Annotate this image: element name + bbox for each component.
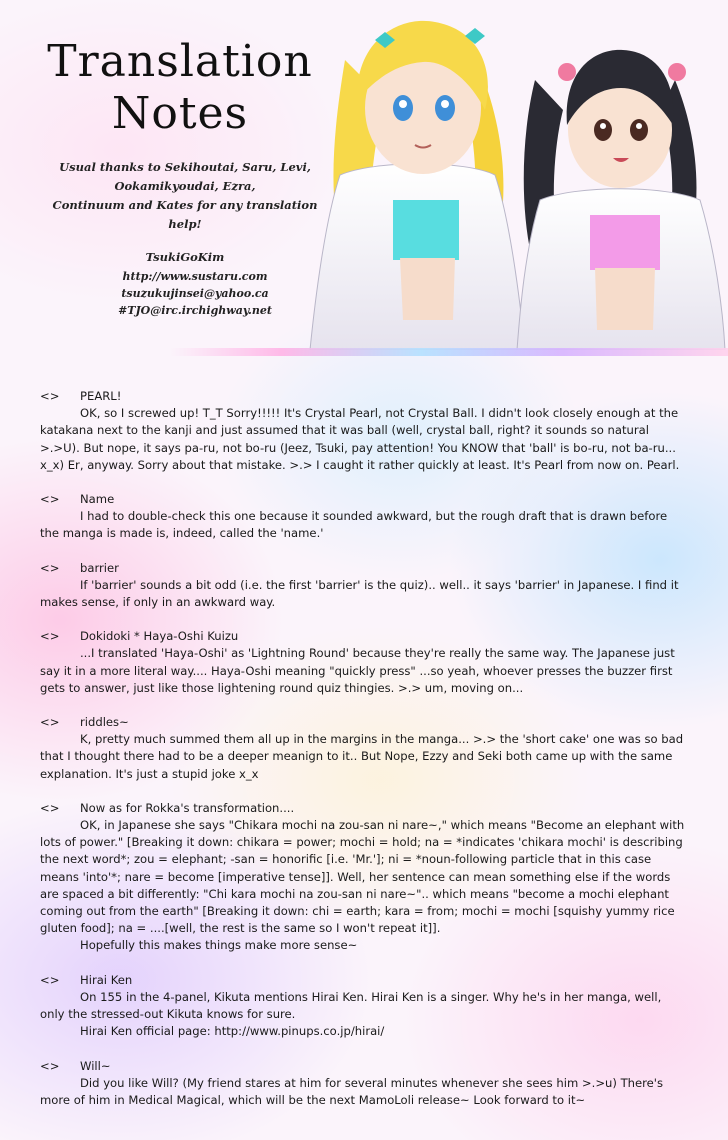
- note-title: Will~: [80, 1058, 111, 1073]
- credits-block: [40, 158, 330, 267]
- note-bullet: <>: [40, 715, 60, 730]
- page-title: [40, 36, 320, 140]
- note-heading: [40, 1058, 688, 1075]
- note-paragraph: OK, so I screwed up! T_T Sorry!!!!! It's Crystal Pearl, not Crystal Ball. I didn't look closely enough at the katakana next to the kanji and just assumed that it was ball (well, crystal ball, right? it sounds so natural >.>U). But nope, it says pa-ru, not bo-ru (Jeez, Tsuki, pay attention! You KNOW that 'ball' is bo-ru, not ba-ru... x_x) Er, anyway. Sorry about that mistake. >.> I caught it rather quickly at least. It's Pearl from now on. Pearl.: [40, 406, 680, 472]
- note-heading: [40, 628, 688, 645]
- note-bullet: <>: [40, 389, 60, 403]
- note-item: [40, 800, 688, 955]
- note-title: barrier: [80, 560, 119, 575]
- credits-spacer: [40, 234, 330, 248]
- note-item: [40, 560, 688, 612]
- note-paragraph: ...I translated 'Haya-Oshi' as 'Lightning Round' because they're really the same way. The Japanese just say it in a more literal way.... Haya-Oshi meaning "quickly press" ...so yeah, whoever presses the buzzer first gets to answer, just like those lightening round quiz thingies. >.> um, moving on...: [40, 646, 675, 695]
- note-item: [40, 388, 688, 474]
- note-item: [40, 628, 688, 697]
- contact-block: [95, 268, 295, 319]
- note-title: Dokidoki * Haya-Oshi Kuizu: [80, 629, 239, 644]
- note-title: Now as for Rokka's transformation....: [80, 800, 295, 815]
- note-heading: [40, 972, 688, 989]
- title-line-1: Translation: [47, 36, 313, 87]
- note-bullet: <>: [40, 972, 60, 987]
- illustration: [305, 0, 728, 350]
- note-title: Name: [80, 492, 115, 507]
- note-bullet: <>: [40, 1058, 60, 1073]
- site-link[interactable]: http://www.sustaru.com: [122, 270, 268, 283]
- email-link[interactable]: tsuzukujinsei@yahoo.ca: [121, 287, 269, 300]
- note-paragraph: If 'barrier' sounds a bit odd (i.e. the first 'barrier' is the quiz).. well.. it says 'barrier' in Japanese. I find it makes sense, if only in an awkward way.: [40, 577, 679, 610]
- note-item: [40, 1058, 688, 1110]
- note-bullet: <>: [40, 800, 60, 815]
- irc-channel: #TJO@irc.irchighway.net: [118, 304, 272, 317]
- note-item: [40, 714, 688, 783]
- note-paragraph: OK, in Japanese she says "Chikara mochi na zou-san ni nare~," which means "Become an elephant with lots of power." [Breaking it down: chikara = power; mochi = hold; na = *indicates 'chikara mochi' is describing the next word*; zou = elephant; -san = honorific [i.e. 'Mr.']; ni = *noun-following particle that in this case means 'into'*; nare = become [imperative tense]]. Well, her sentence can mean something else if the words are spaced a bit differently: "Chi kara mochi na zou-san ni nare~".. which means "become a mochi elephant coming out from the earth" [Breaking it down: chi = earth; kara = from; mochi = mochi [squishy yummy rice gluten food]; na = ....[well, the rest is the same so I won't repeat it]].: [40, 818, 685, 936]
- note-item: [40, 972, 688, 1041]
- notes-list: [40, 388, 688, 1126]
- author-name: TsukiGoKim: [145, 250, 225, 264]
- thanks-line-2: Ookamikyoudai, Ezra,: [114, 179, 256, 193]
- note-heading: [40, 560, 688, 577]
- note-title: riddles~: [80, 715, 129, 730]
- note-title: PEARL!: [80, 389, 122, 403]
- note-paragraph: I had to double-check this one because it sounded awkward, but the rough draft that is drawn before the manga is made is, indeed, called the 'name.': [40, 509, 668, 541]
- note-paragraph: Hopefully this makes things make more sense~: [80, 938, 358, 953]
- rainbow-divider: [170, 348, 728, 356]
- note-heading: [40, 388, 688, 405]
- note-heading: [40, 800, 688, 817]
- note-bullet: <>: [40, 629, 60, 644]
- header: [0, 0, 728, 360]
- blonde-girl-figure: [310, 21, 525, 350]
- note-heading: [40, 491, 688, 508]
- note-title: Hirai Ken: [80, 972, 133, 987]
- note-item: [40, 491, 688, 543]
- note-paragraph: Did you like Will? (My friend stares at him for several minutes whenever she sees him >.>u) There's more of him in Medical Magical, which will be the next MamoLoli release~ Look forward to it~: [40, 1075, 664, 1107]
- thanks-line-1: Usual thanks to Sekihoutai, Saru, Levi,: [59, 160, 311, 174]
- note-paragraph: K, pretty much summed them all up in the margins in the manga... >.> the 'short cake' one was so bad that I thought there had to be a deeper meanign to it.. But Nope, Ezzy and Seki both came up with the same explanation. It's just a stupid joke x_x: [40, 732, 684, 781]
- title-line-2: Notes: [111, 88, 249, 139]
- dark-haired-girl-figure: [517, 50, 725, 350]
- note-paragraph: Hirai Ken official page: http://www.pinups.co.jp/hirai/: [80, 1024, 385, 1039]
- thanks-line-3: Continuum and Kates for any translation help!: [52, 198, 318, 231]
- note-heading: [40, 714, 688, 731]
- note-bullet: <>: [40, 560, 60, 575]
- note-bullet: <>: [40, 492, 60, 507]
- note-paragraph: On 155 in the 4-panel, Kikuta mentions Hirai Ken. Hirai Ken is a singer. Why he's in her manga, well, only the stressed-out Kikuta knows for sure.: [40, 989, 662, 1022]
